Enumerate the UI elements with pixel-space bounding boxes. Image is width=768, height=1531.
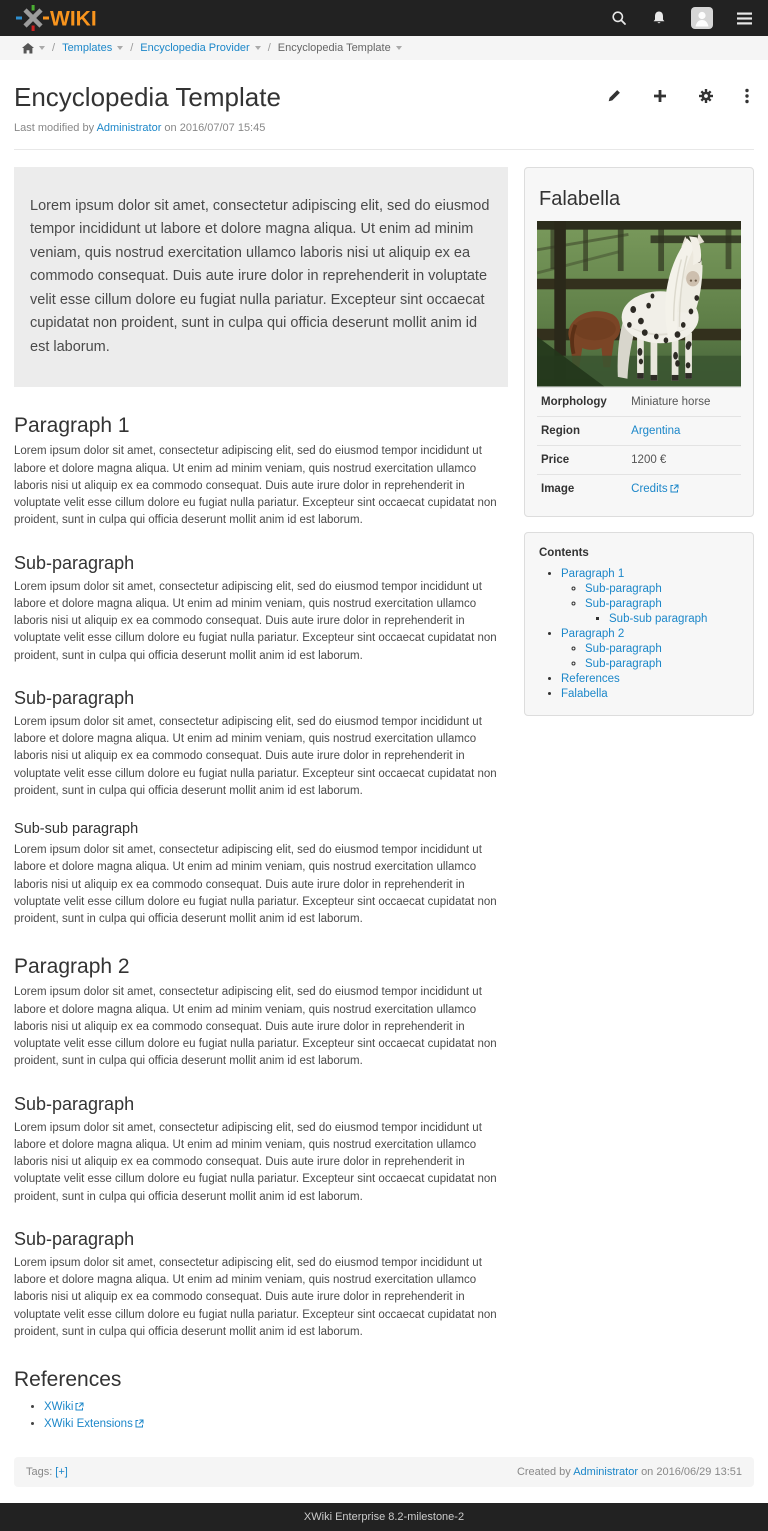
list-item [561, 673, 741, 685]
modified-suffix: on 2016/07/07 15:45 [164, 122, 266, 134]
created-user-link[interactable]: Administrator [573, 1466, 638, 1479]
infobox-label-price: Price [541, 453, 570, 466]
section-heading-sub-paragraph: Sub-paragraph [14, 1228, 135, 1249]
section-heading-sub-paragraph: Sub-paragraph [14, 552, 135, 573]
top-navbar [0, 0, 768, 36]
references-list [14, 1401, 508, 1431]
list-item [44, 1418, 508, 1431]
breadcrumb-home[interactable] [22, 43, 34, 54]
list-item [585, 643, 741, 655]
section-body: Lorem ipsum dolor sit amet, consectetur adipiscing elit, sed do eiusmod tempor incididunt ut labore et dolore magna aliqua. Ut enim ad minim veniam, quis nostrud exercitation ullamco laboris nisi ut aliquip ex ea commodo consequat. Duis aute irure dolor in reprehenderit in voluptate velit esse cillum dolore eu fugiat nulla pariatur. Excepteur sint occaecat cupidatat non proident, sunt in culpa qui officia deserunt mollit anim id est laborum. [14, 445, 497, 527]
table-row [537, 445, 741, 474]
table-row [537, 416, 741, 445]
hamburger-icon[interactable] [737, 12, 752, 25]
reference-link-xwiki[interactable]: XWiki [44, 1401, 74, 1414]
section-body: Lorem ipsum dolor sit amet, consectetur adipiscing elit, sed do eiusmod tempor incididunt ut labore et dolore magna aliqua. Ut enim ad minim veniam, quis nostrud exercitation ullamco laboris nisi ut aliquip ex ea commodo consequat. Duis aute irure dolor in reprehenderit in voluptate velit esse cillum dolore eu fugiat nulla pariatur. Excepteur sint occaecat cupidatat non proident, sunt in culpa qui officia deserunt mollit anim id est laborum. [14, 1121, 497, 1203]
list-item [609, 613, 741, 625]
add-tag-button[interactable]: [+] [55, 1466, 68, 1479]
page-actions [606, 82, 754, 104]
gear-icon[interactable] [698, 88, 714, 104]
section-body: Lorem ipsum dolor sit amet, consectetur adipiscing elit, sed do eiusmod tempor incididunt ut labore et dolore magna aliqua. Ut enim ad minim veniam, quis nostrud exercitation ullamco laboris nisi ut aliquip ex ea commodo consequat. Duis aute irure dolor in reprehenderit in voluptate velit esse cillum dolore eu fugiat nulla pariatur. Excepteur sint occaecat cupidatat non proident, sunt in culpa qui officia deserunt mollit anim id est laborum. [14, 986, 497, 1068]
breadcrumb [0, 36, 768, 60]
infobox-title: Falabella [539, 188, 621, 210]
search-icon[interactable] [611, 10, 627, 26]
edit-pencil-icon[interactable] [606, 88, 622, 104]
toc-link-references[interactable]: References [561, 672, 620, 685]
list-item [561, 628, 741, 670]
section-body: Lorem ipsum dolor sit amet, consectetur adipiscing elit, sed do eiusmod tempor incididunt ut labore et dolore magna aliqua. Ut enim ad minim veniam, quis nostrud exercitation ullamco laboris nisi ut aliquip ex ea commodo consequat. Duis aute irure dolor in reprehenderit in voluptate velit esse cillum dolore eu fugiat nulla pariatur. Excepteur sint occaecat cupidatat non proident, sunt in culpa qui officia deserunt mollit anim id est laborum. [14, 1256, 497, 1338]
list-item [585, 658, 741, 670]
toc-link-paragraph-2[interactable]: Paragraph 2 [561, 627, 625, 640]
page-title: Encyclopedia Template [14, 82, 281, 112]
document-footer-bar [14, 1457, 754, 1487]
breadcrumb-separator: / [52, 42, 56, 54]
toc-link-sub-paragraph[interactable]: Sub-paragraph [585, 597, 662, 610]
infobox-panel [524, 167, 754, 517]
toc-link-falabella[interactable]: Falabella [561, 687, 608, 700]
content-row [14, 167, 754, 1435]
infobox-label-image: Image [541, 483, 575, 495]
lead-paragraph: Lorem ipsum dolor sit amet, consectetur adipiscing elit, sed do eiusmod tempor incididunt ut labore et dolore magna aliqua. Ut enim ad minim veniam, quis nostrud exercitation ullamco laboris nisi ut aliquip ex ea commodo consequat. Duis aute irure dolor in reprehenderit in voluptate velit esse cillum dolore eu fugiat nulla pariatur. Excepteur sint occaecat cupidatat non proident, sunt in culpa qui officia deserunt mollit anim id est laborum. [14, 167, 508, 387]
header-divider [14, 149, 754, 150]
list-item [561, 568, 741, 625]
contents-panel [524, 532, 754, 716]
section-heading-references: References [14, 1368, 122, 1392]
table-row [537, 474, 741, 504]
infobox-value-price: 1200 € [631, 453, 667, 466]
falabella-horse-image [537, 221, 741, 387]
side-column [524, 167, 754, 716]
last-modified-line [14, 122, 754, 134]
tags-label: Tags: [26, 1466, 53, 1479]
section-heading-sub-paragraph: Sub-paragraph [14, 1093, 135, 1114]
toc-list [537, 568, 741, 700]
toc-link-sub-sub-paragraph[interactable]: Sub-sub paragraph [609, 612, 708, 625]
breadcrumb-current-page: Encyclopedia Template [277, 42, 391, 54]
section-heading-sub-paragraph: Sub-paragraph [14, 687, 135, 708]
breadcrumb-separator: / [267, 42, 271, 54]
version-footer: XWiki Enterprise 8.2-milestone-2 [0, 1503, 768, 1531]
xwiki-logo-icon [16, 5, 104, 31]
created-suffix: on 2016/06/29 13:51 [641, 1466, 742, 1479]
modified-prefix: Last modified by [14, 122, 95, 134]
list-item [44, 1401, 508, 1414]
toc-link-sub-paragraph[interactable]: Sub-paragraph [585, 642, 662, 655]
xwiki-logo[interactable] [16, 5, 104, 31]
section-heading-paragraph-2: Paragraph 2 [14, 955, 130, 979]
infobox-table [537, 387, 741, 504]
home-icon [22, 43, 34, 54]
external-link-icon [135, 1419, 144, 1431]
infobox-label-morphology: Morphology [541, 395, 607, 408]
bell-icon[interactable] [651, 10, 667, 26]
toc-link-paragraph-1[interactable]: Paragraph 1 [561, 567, 625, 580]
infobox-label-region: Region [541, 424, 580, 437]
navbar-right-group [611, 7, 752, 29]
section-heading-paragraph-1: Paragraph 1 [14, 414, 130, 438]
page-container [0, 82, 768, 1487]
add-plus-icon[interactable] [652, 88, 668, 104]
created-prefix: Created by [516, 1466, 571, 1479]
svg-text:WIKI: WIKI [50, 7, 97, 31]
title-row [14, 82, 754, 113]
more-vertical-icon[interactable] [744, 88, 750, 104]
contents-title: Contents [539, 546, 589, 559]
external-link-icon [670, 484, 679, 496]
chevron-down-icon[interactable] [396, 46, 402, 50]
toc-link-sub-paragraph[interactable]: Sub-paragraph [585, 657, 662, 670]
section-body: Lorem ipsum dolor sit amet, consectetur adipiscing elit, sed do eiusmod tempor incididunt ut labore et dolore magna aliqua. Ut enim ad minim veniam, quis nostrud exercitation ullamco laboris nisi ut aliquip ex ea commodo consequat. Duis aute irure dolor in reprehenderit in voluptate velit esse cillum dolore eu fugiat nulla pariatur. Excepteur sint occaecat cupidatat non proident, sunt in culpa qui officia deserunt mollit anim id est laborum. [14, 844, 497, 926]
chevron-down-icon[interactable] [117, 46, 123, 50]
reference-link-xwiki-extensions[interactable]: XWiki Extensions [44, 1418, 133, 1431]
toc-link-sub-paragraph[interactable]: Sub-paragraph [585, 582, 662, 595]
breadcrumb-templates[interactable]: Templates [62, 42, 113, 54]
modified-user-link[interactable]: Administrator [96, 122, 162, 134]
section-body: Lorem ipsum dolor sit amet, consectetur adipiscing elit, sed do eiusmod tempor incididunt ut labore et dolore magna aliqua. Ut enim ad minim veniam, quis nostrud exercitation ullamco laboris nisi ut aliquip ex ea commodo consequat. Duis aute irure dolor in reprehenderit in voluptate velit esse cillum dolore eu fugiat nulla pariatur. Excepteur sint occaecat cupidatat non proident, sunt in culpa qui officia deserunt mollit anim id est laborum. [14, 715, 497, 797]
breadcrumb-separator: / [130, 42, 134, 54]
list-item [561, 688, 741, 700]
table-row [537, 387, 741, 416]
breadcrumb-encyclopedia-provider[interactable]: Encyclopedia Provider [140, 42, 250, 54]
main-content [14, 167, 508, 1435]
avatar[interactable] [691, 7, 713, 29]
infobox-credits-link[interactable]: Credits [631, 482, 668, 495]
list-item [585, 583, 741, 595]
section-heading-sub-sub-paragraph: Sub-sub paragraph [14, 821, 139, 838]
list-item [585, 598, 741, 625]
infobox-region-link[interactable]: Argentina [631, 424, 681, 437]
external-link-icon [75, 1402, 84, 1414]
chevron-down-icon[interactable] [39, 46, 45, 50]
chevron-down-icon[interactable] [255, 46, 261, 50]
created-info [517, 1466, 742, 1478]
section-body: Lorem ipsum dolor sit amet, consectetur adipiscing elit, sed do eiusmod tempor incididunt ut labore et dolore magna aliqua. Ut enim ad minim veniam, quis nostrud exercitation ullamco laboris nisi ut aliquip ex ea commodo consequat. Duis aute irure dolor in reprehenderit in voluptate velit esse cillum dolore eu fugiat nulla pariatur. Excepteur sint occaecat cupidatat non proident, sunt in culpa qui officia deserunt mollit anim id est laborum. [14, 580, 497, 662]
infobox-value-morphology: Miniature horse [631, 395, 711, 408]
